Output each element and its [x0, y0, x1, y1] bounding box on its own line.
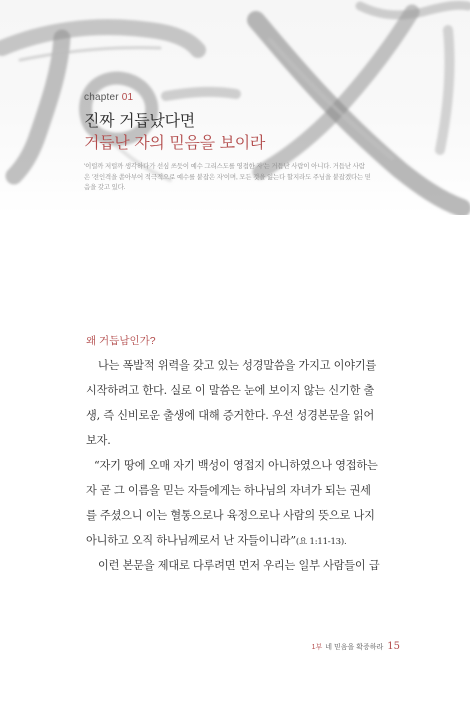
section-heading: 왜 거듭남인가? — [86, 335, 156, 347]
body-line: 자 곧 그 이름을 믿는 자들에게는 하나님의 자녀가 되는 권세 — [86, 484, 371, 497]
chapter-subtitle: 거듭난 자의 믿음을 보이라 — [84, 133, 266, 152]
body-line: “자기 땅에 오매 자기 백성이 영접지 아니하였으나 영접하는 — [94, 459, 378, 472]
footer-title: 네 믿음을 확증하라 — [325, 644, 384, 651]
chapter-title: 진짜 거듭났다면 — [84, 111, 195, 130]
chapter-intro — [84, 162, 384, 194]
running-footer — [312, 641, 400, 652]
bible-citation: (요 1:11-13). — [295, 537, 347, 547]
intro-line: 음을 갖고 있다. — [84, 184, 126, 191]
body-line: 나는 폭발적 위력을 갖고 있는 성경말씀을 가지고 이야기를 — [98, 359, 377, 372]
chapter-label — [84, 92, 133, 103]
page-number: 15 — [387, 641, 400, 652]
body-line: 보자. — [86, 434, 111, 447]
intro-line: '이럴까 저럴까 생각하다가 선심 쓰듯이 예수 그리스도를 영접한 자'는 거듭난 사람이 아니다. 거듭난 사람 — [84, 163, 365, 170]
chapter-word: chapter — [84, 92, 119, 103]
body-line: 이런 본문을 제대로 다루려면 먼저 우리는 일부 사람들이 급 — [98, 559, 380, 572]
chapter-number: 01 — [121, 92, 134, 103]
footer-part-label: 1부 — [311, 644, 323, 651]
body-line: 를 주셨으니 이는 혈통으로나 육정으로나 사람의 뜻으로 나지 — [86, 509, 375, 522]
intro-line: 은 '전인격을 쏟아부어 적극적으로 예수를 붙잡은 자'이며, 모든 것을 잃는다 할지라도 주님을 붙잡겠다는 믿 — [84, 173, 371, 181]
body-line-text: 아니하고 오직 하나님께로서 난 자들이니라” — [86, 534, 296, 547]
body-line-with-citation — [86, 532, 396, 548]
body-line: 생, 즉 신비로운 출생에 대해 증거한다. 우선 성경본문을 읽어 — [86, 409, 375, 422]
body-line: 시작하려고 한다. 실로 이 말씀은 눈에 보이지 않는 신기한 출 — [86, 384, 375, 397]
